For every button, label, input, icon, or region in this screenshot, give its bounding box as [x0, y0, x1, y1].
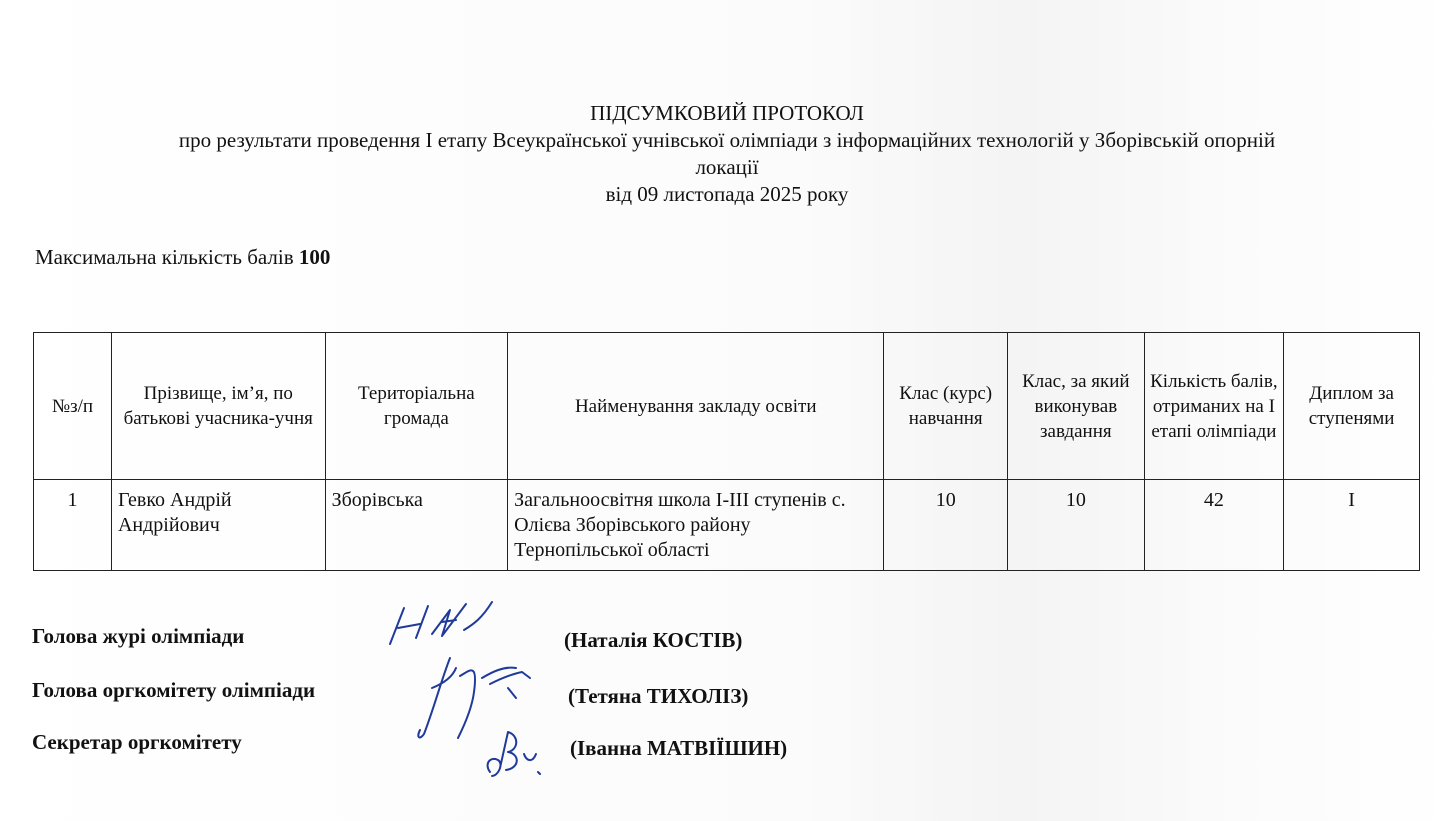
max-points-value: 100: [298, 245, 331, 269]
signature-role-secretary: Секретар оргкомітету: [32, 730, 242, 754]
column-header-institution: Найменування закладу освіти: [508, 333, 884, 480]
cell-institution: Загальноосвітня школа І-ІІІ ступенів с. Олієва Зборівського району Тернопільської області: [508, 480, 884, 571]
column-header-grade: Клас (курс) навчання: [884, 333, 1008, 480]
signature-name-orgcom-head: (Тетяна ТИХОЛІЗ): [568, 684, 749, 708]
cell-community: Зборівська: [325, 480, 508, 571]
column-header-number: №з/п: [34, 333, 112, 480]
signature-secretary-image: [480, 716, 550, 786]
max-points-label: Максимальна кількість балів: [35, 245, 294, 269]
max-points-line: [35, 245, 330, 270]
cell-grade-for-tasks: 10: [1008, 480, 1144, 571]
cell-score: 42: [1144, 480, 1284, 571]
signature-role-jury-head: Голова журі олімпіади: [32, 624, 245, 648]
column-header-community: Територіальна громада: [325, 333, 508, 480]
cell-grade: 10: [884, 480, 1008, 571]
signature-role-orgcom-head: Голова оргкомітету олімпіади: [32, 678, 316, 702]
signature-name-jury-head: (Наталія КОСТІВ): [564, 628, 743, 652]
table-row: [34, 480, 1420, 571]
cell-number: 1: [34, 480, 112, 571]
signatures-block: [32, 620, 932, 780]
cell-diploma: І: [1284, 480, 1420, 571]
column-header-diploma: Диплом за ступенями: [1284, 333, 1420, 480]
document-subtitle-line1: про результати проведення І етапу Всеукраїнської учнівської олімпіади з інформаційних технологій у Зборівській опорній: [178, 128, 1276, 152]
column-header-score: Кількість балів, отриманих на І етапі олімпіади: [1144, 333, 1284, 480]
signature-jury-head-image: [380, 594, 500, 654]
document-subtitle-line2: локації: [695, 155, 759, 179]
signature-name-secretary: (Іванна МАТВІЇШИН): [570, 736, 788, 760]
column-header-name: Прізвище, ім’я, по батькові учасника-учня: [111, 333, 325, 480]
column-header-grade-for-tasks: Клас, за який виконував завдання: [1008, 333, 1144, 480]
document-title: ПІДСУМКОВИЙ ПРОТОКОЛ: [590, 101, 864, 125]
table-header-row: [34, 333, 1420, 480]
cell-name: Гевко Андрій Андрійович: [111, 480, 325, 571]
document-date: від 09 листопада 2025 року: [605, 182, 849, 206]
results-table: [33, 332, 1420, 571]
header: [0, 100, 1454, 208]
